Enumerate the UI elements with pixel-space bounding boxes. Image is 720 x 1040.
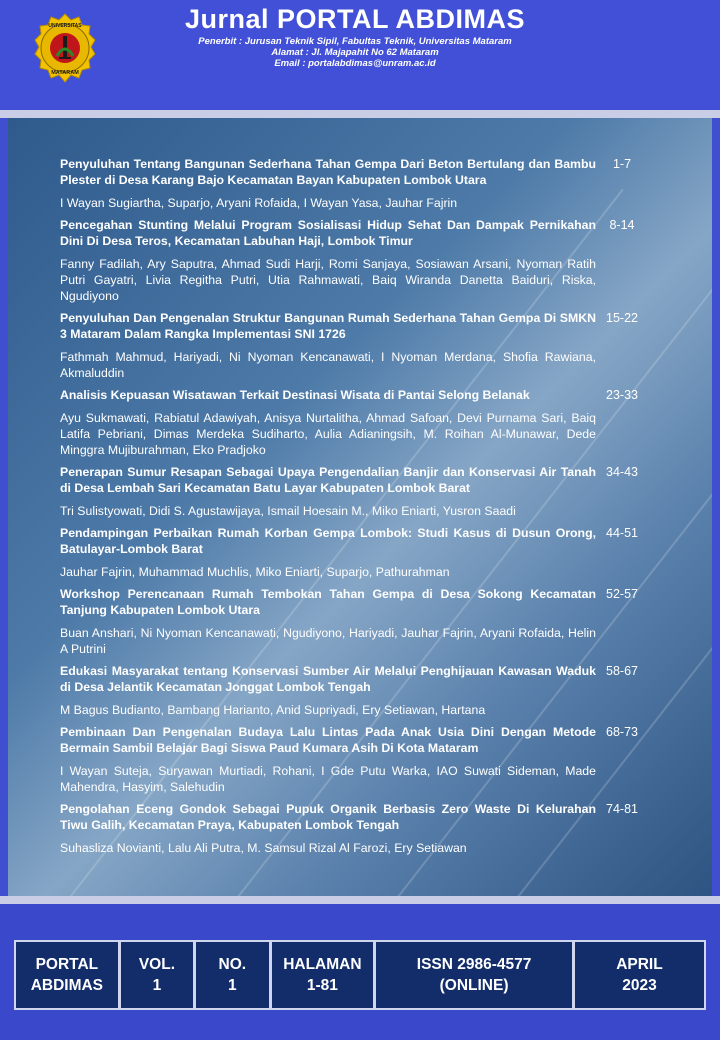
footer-line-1: ISSN 2986-4577 [416,956,532,973]
article-title[interactable]: Penerapan Sumur Resapan Sebagai Upaya Pengendalian Banjir dan Konservasi Air Tanah di Desa Lembah Sari Kecamatan Batu Layar Kabupaten Lombok Barat [60,465,596,495]
footer-line-1: NO. [218,956,247,973]
article-title[interactable]: Analisis Kepuasan Wisatawan Terkait Destinasi Wisata di Pantai Selong Belanak [60,388,530,402]
toc-entry-row [60,801,648,833]
article-pages: 44-51 [606,526,638,540]
article-title[interactable]: Workshop Perencanaan Rumah Tembokan Tahan Gempa di Desa Sokong Kecamatan Tanjung Kabupaten Lombok Utara [60,587,596,617]
footer-cell [572,942,704,1008]
footer-cell-text [139,954,175,996]
article-pages: 34-43 [606,465,638,479]
footer-cell [373,942,572,1008]
article-title[interactable]: Pendampingan Perbaikan Rumah Korban Gempa Lombok: Studi Kasus di Dusun Orong, Batulayar-Lombok Barat [60,526,596,556]
article-pages: 58-67 [606,664,638,678]
logo-text-top: UNIVERSITAS [48,23,82,29]
toc-entry-row [60,586,648,618]
toc-entry-row [60,217,648,249]
article-title[interactable]: Edukasi Masyarakat tentang Konservasi Sumber Air Melalui Penghijauan Kawasan Waduk di Desa Jelantik Kecamatan Jonggat Lombok Tengah [60,664,596,694]
header-divider [0,110,720,118]
footer-line-2: 1 [228,977,237,994]
toc-entry [60,156,648,211]
article-pages: 68-73 [606,725,638,739]
footer-divider [0,896,720,904]
article-authors: Jauhar Fajrin, Muhammad Muchlis, Miko Eniarti, Suparjo, Pathurahman [60,565,450,579]
article-pages: 52-57 [606,587,638,601]
toc-entry-row [60,464,648,496]
footer-cell-text [219,954,247,996]
footer-line-1: APRIL [616,956,663,973]
article-authors: I Wayan Suteja, Suryawan Murtiadi, Rohani, I Gde Putu Warka, IAO Suwati Sideman, Made Mahendra, Hasyim, Salehudin [60,764,596,794]
footer-cell [269,942,374,1008]
article-title[interactable]: Penyuluhan Tentang Bangunan Sederhana Tahan Gempa Dari Beton Bertulang dan Bambu Plester di Desa Karang Bajo Kecamatan Bayan Kabupaten Lombok Utara [60,157,596,187]
article-pages: 15-22 [606,311,638,325]
article-authors: Ayu Sukmawati, Rabiatul Adawiyah, Anisya Nurtalitha, Ahmad Safoan, Devi Purnama Sari, Baiq Latifa Pebriani, Dimas Merdeka Sudiharto, Aulia Adianingsih, M. Roihan Al-Munawar, Dede Minggra Mujiburahman, Eko Pradjoko [60,411,596,457]
issue-info-table [14,940,706,1010]
article-authors: I Wayan Sugiartha, Suparjo, Aryani Rofaida, I Wayan Yasa, Jauhar Fajrin [60,196,458,210]
footer-line-2: (ONLINE) [439,977,509,994]
publisher: Penerbit : Jurusan Teknik Sipil, Fabultas Teknik, Universitas Mataram [198,36,512,47]
article-authors: Fathmah Mahmud, Hariyadi, Ni Nyoman Kencanawati, I Nyoman Merdana, Shofia Rawiana, Akmaluddin [60,350,596,380]
toc-entry [60,586,648,657]
toc-entry-row [60,525,648,557]
footer-cell [118,942,193,1008]
footer-cell-text [31,954,103,996]
university-logo-icon [33,12,97,88]
toc-entry [60,387,648,458]
footer-cell-text [616,954,663,996]
footer-line-1: HALAMAN [283,956,362,973]
article-authors: Buan Anshari, Ni Nyoman Kencanawati, Ngudiyono, Hariyadi, Jauhar Fajrin, Aryani Rofaida, Helin A Putrini [60,626,596,656]
toc-entry [60,801,648,856]
address: Alamat : Jl. Majapahit No 62 Mataram [271,47,439,58]
toc-entry [60,464,648,519]
footer-line-2: ABDIMAS [30,977,104,994]
article-title[interactable]: Pembinaan Dan Pengenalan Budaya Lalu Lintas Pada Anak Usia Dini Dengan Metode Bermain Sambil Belajar Bagi Siswa Paud Kumara Asih Di Kota Mataram [60,725,596,755]
footer-cell-text [417,954,532,996]
journal-title: Jurnal PORTAL ABDIMAS [184,4,526,34]
toc-entry-row [60,724,648,756]
article-pages: 74-81 [606,802,638,816]
footer-cell [193,942,268,1008]
article-title[interactable]: Penyuluhan Dan Pengenalan Struktur Bangunan Rumah Sederhana Tahan Gempa Di SMKN 3 Mataram Dalam Rangka Implementasi SNI 1726 [60,311,596,341]
toc-entry-row [60,663,648,695]
logo-text-bottom: MATARAM [51,70,79,76]
table-of-contents [60,156,648,862]
article-authors: Fanny Fadilah, Ary Saputra, Ahmad Sudi Harji, Romi Sanjaya, Sosiawan Arsani, Nyoman Ratih Putri Gayatri, Livia Regitha Putri, Utia Rahmawati, Baiq Wiranda Danetta Baiduri, Riska, Ngudiyono [60,257,596,303]
footer-line-2: 1 [152,977,162,994]
footer-line-2: 1-81 [306,977,338,994]
toc-entry-row [60,310,648,342]
toc-entry-row [60,387,648,403]
article-title[interactable]: Pengolahan Eceng Gondok Sebagai Pupuk Organik Berbasis Zero Waste Di Kelurahan Tiwu Galih, Kecamatan Praya, Kabupaten Lombok Tengah [60,802,596,832]
footer-line-1: VOL. [138,956,176,973]
toc-entry [60,724,648,795]
article-pages: 8-14 [609,218,635,232]
article-authors: M Bagus Budianto, Bambang Harianto, Anid Supriyadi, Ery Setiawan, Hartana [60,703,486,717]
footer-line-2: 2023 [622,977,657,994]
footer-cell-text [283,954,361,996]
footer-line-1: PORTAL [35,956,99,973]
article-authors: Tri Sulistyowati, Didi S. Agustawijaya, Ismail Hoesain M., Miko Eniarti, Yusron Saadi [60,504,516,518]
toc-entry [60,525,648,580]
footer-cell [16,942,118,1008]
toc-entry [60,310,648,381]
toc-panel [8,118,712,896]
article-pages: 1-7 [612,157,632,171]
header [0,0,720,110]
toc-entry [60,217,648,304]
article-authors: Suhasliza Novianti, Lalu Ali Putra, M. Samsul Rizal Al Farozi, Ery Setiawan [60,841,467,855]
toc-entry [60,663,648,718]
article-pages: 23-33 [606,388,638,402]
email: Email : portalabdimas@unram.ac.id [274,58,436,69]
header-text [120,2,590,69]
toc-entry-row [60,156,648,188]
article-title[interactable]: Pencegahan Stunting Melalui Program Sosialisasi Hidup Sehat Dan Dampak Pernikahan Dini Di Desa Teros, Kecamatan Labuhan Haji, Lombok Timur [60,218,596,248]
